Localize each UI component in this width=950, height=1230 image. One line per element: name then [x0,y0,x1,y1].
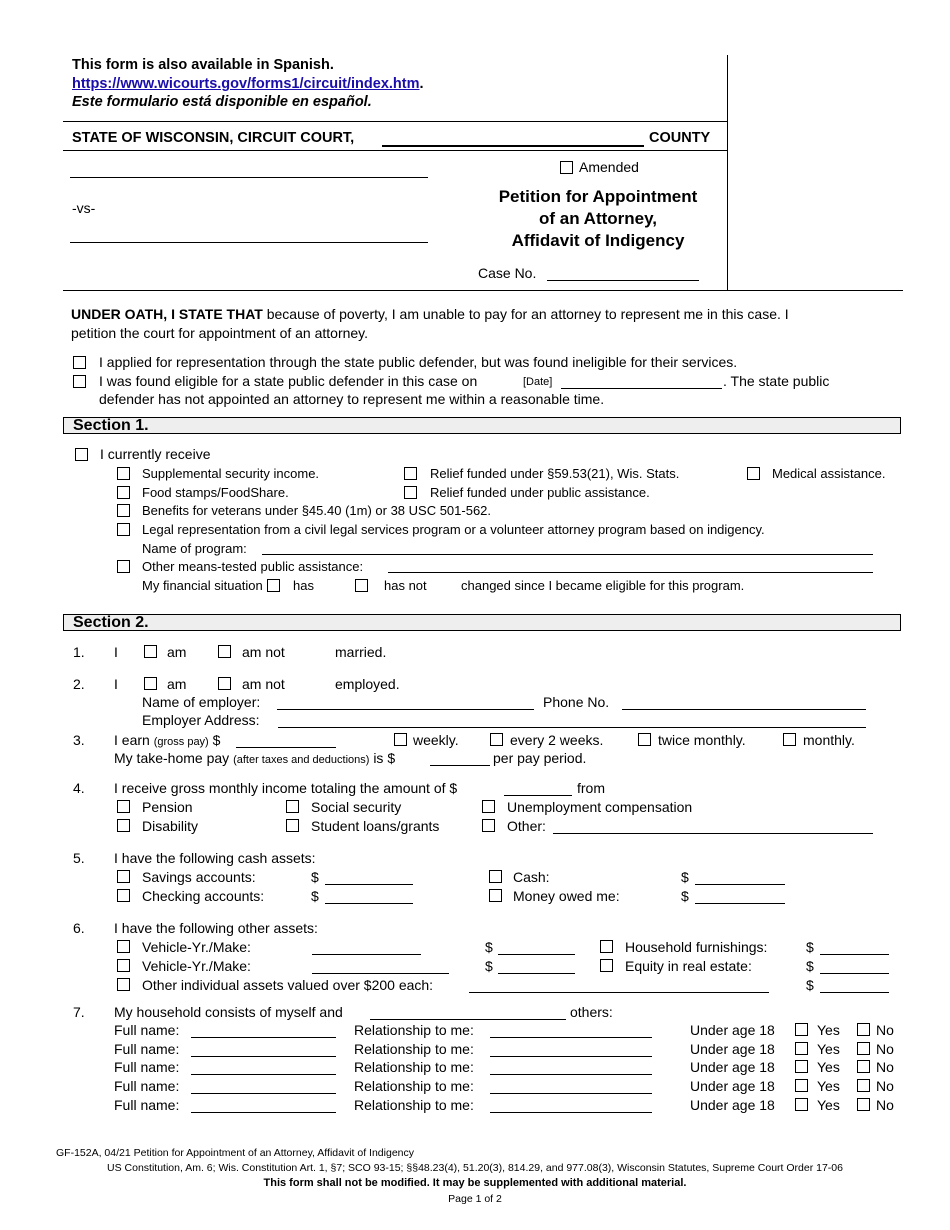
relief-5953-label: Relief funded under §59.53(21), Wis. Stats. [430,466,680,481]
married-am-not-checkbox[interactable] [218,645,231,658]
full-name-field[interactable] [191,1112,336,1113]
other-individual-dollar: $ [806,977,814,993]
relationship-label: Relationship to me: [354,1041,474,1057]
vehicle1-field[interactable] [312,954,421,955]
gross-pay-hint: (gross pay) [153,736,209,748]
relationship-field[interactable] [490,1074,652,1075]
earn-amount-field[interactable] [236,747,336,748]
other-means-label: Other means-tested public assistance: [142,559,364,574]
under18-yes-label: Yes [817,1059,840,1075]
cash-field[interactable] [695,884,785,885]
pension-label: Pension [142,799,193,815]
financial-situation-label: My financial situation [142,578,263,593]
ineligible-checkbox[interactable] [73,356,86,369]
relief-public-label: Relief funded under public assistance. [430,485,650,500]
item1-number: 1. [73,644,85,660]
married-label: married. [335,644,387,660]
money-owed-field[interactable] [695,903,785,904]
cash-label: Cash: [513,869,550,885]
earn-row [114,732,220,748]
monthly-label: monthly. [803,732,855,748]
relationship-label: Relationship to me: [354,1078,474,1094]
unemployment-checkbox[interactable] [482,800,495,813]
cash-checkbox[interactable] [489,870,502,883]
under18-yes-checkbox[interactable] [795,1042,808,1055]
item3-number: 3. [73,732,85,748]
relationship-label: Relationship to me: [354,1022,474,1038]
full-name-label: Full name: [114,1078,180,1094]
vehicle1-label: Vehicle-Yr./Make: [142,939,251,955]
other-means-field[interactable] [388,572,873,573]
currently-receive-checkbox[interactable] [75,448,88,461]
relief-5953-checkbox[interactable] [404,467,417,480]
vs-label: -vs- [72,200,96,216]
header-bottom-rule [63,290,903,291]
item2-i: I [114,676,118,692]
eligible-date-hint: [Date] [523,376,553,388]
student-loans-checkbox[interactable] [286,819,299,832]
under18-no-checkbox[interactable] [857,1023,870,1036]
money-owed-dollar: $ [681,888,689,904]
court-label: STATE OF WISCONSIN, CIRCUIT COURT, [72,130,355,146]
item5-number: 5. [73,850,85,866]
checking-label: Checking accounts: [142,888,265,904]
item7-number: 7. [73,1004,85,1020]
under18-yes-checkbox[interactable] [795,1060,808,1073]
under18-yes-label: Yes [817,1078,840,1094]
footer-statutes: US Constitution, Am. 6; Wis. Constitution Art. 1, §7; SCO 93-15; §§48.23(4), 51.20(3), 814.29, and 977.08(3), Wisconsin Statutes, Supreme Court Order 17-06 [107,1162,843,1174]
under18-no-label: No [876,1097,894,1113]
savings-dollar: $ [311,869,319,885]
checking-dollar: $ [311,888,319,904]
household-label: My household consists of myself and [114,1004,343,1020]
every2-checkbox[interactable] [490,733,503,746]
income-other-checkbox[interactable] [482,819,495,832]
pension-checkbox[interactable] [117,800,130,813]
under18-no-label: No [876,1078,894,1094]
url-period: . [419,76,424,92]
section2-header: Section 2. [63,614,901,631]
employed-am-not-label: am not [242,676,285,692]
under18-no-checkbox[interactable] [857,1079,870,1092]
other-means-checkbox[interactable] [117,560,130,573]
gross-monthly-label: I receive gross monthly income totaling the amount of $ [114,780,458,796]
per-period-label: per pay period. [493,750,587,766]
relationship-label: Relationship to me: [354,1097,474,1113]
vehicle2-checkbox[interactable] [117,959,130,972]
social-security-label: Social security [311,799,402,815]
under18-no-checkbox[interactable] [857,1042,870,1055]
under18-label: Under age 18 [690,1022,775,1038]
relationship-field[interactable] [490,1037,652,1038]
employed-am-not-checkbox[interactable] [218,677,231,690]
spanish-forms-link[interactable]: https://www.wicourts.gov/forms1/circuit/index.htm [72,76,420,92]
employer-address-field[interactable] [278,727,866,728]
ssi-checkbox[interactable] [117,467,130,480]
social-security-checkbox[interactable] [286,800,299,813]
full-name-field[interactable] [191,1093,336,1094]
spanish-text: Este formulario está disponible en español. [72,94,372,110]
county-label: COUNTY [649,130,711,146]
relationship-field[interactable] [490,1056,652,1057]
student-loans-label: Student loans/grants [311,818,440,834]
under18-yes-label: Yes [817,1041,840,1057]
header-divider-2 [63,150,727,151]
savings-checkbox[interactable] [117,870,130,883]
take-home-field[interactable] [430,765,490,766]
married-am-not-label: am not [242,644,285,660]
under18-label: Under age 18 [690,1078,775,1094]
medical-label: Medical assistance. [772,466,886,481]
item6-number: 6. [73,920,85,936]
legal-rep-label: Legal representation from a civil legal services program or a volunteer attorney program based on indigency. [142,522,765,537]
under18-label: Under age 18 [690,1059,775,1075]
footer-no-modify: This form shall not be modified. It may be supplemented with additional material. [263,1177,687,1189]
other-assets-label: I have the following other assets: [114,920,318,936]
under18-yes-checkbox[interactable] [795,1079,808,1092]
program-name-label: Name of program: [142,541,247,556]
equity-field[interactable] [820,973,889,974]
savings-label: Savings accounts: [142,869,256,885]
food-stamps-label: Food stamps/FoodShare. [142,485,289,500]
under18-no-checkbox[interactable] [857,1060,870,1073]
earn-dollar: $ [212,732,221,748]
other-individual-value-field[interactable] [820,992,889,993]
unemployment-label: Unemployment compensation [507,799,693,815]
has-label: has [293,578,314,593]
twice-monthly-checkbox[interactable] [638,733,651,746]
under18-yes-label: Yes [817,1097,840,1113]
other-individual-field[interactable] [469,992,769,993]
spanish-notice: This form is also available in Spanish. [72,57,334,73]
take-home-row [114,750,395,766]
case-no-field[interactable] [547,280,699,281]
oath-line1 [71,306,789,322]
household-furn-dollar: $ [806,939,814,955]
under18-no-label: No [876,1022,894,1038]
plaintiff-field[interactable] [70,177,428,178]
money-owed-label: Money owed me: [513,888,620,904]
vehicle2-field[interactable] [312,973,449,974]
phone-field[interactable] [622,709,866,710]
relationship-label: Relationship to me: [354,1059,474,1075]
eligible-label-a: I was found eligible for a state public defender in this case on [99,373,478,389]
footer-page-number: Page 1 of 2 [448,1193,502,1205]
full-name-label: Full name: [114,1041,180,1057]
item4-number: 4. [73,780,85,796]
under18-no-label: No [876,1059,894,1075]
medical-checkbox[interactable] [747,467,760,480]
employed-am-label: am [167,676,187,692]
other-individual-label: Other individual assets valued over $200 each: [142,977,434,993]
currently-receive-label: I currently receive [100,446,211,462]
employed-am-checkbox[interactable] [144,677,157,690]
after-tax-hint: (after taxes and deductions) [233,754,370,766]
header-right-border [727,55,728,291]
defendant-field[interactable] [70,242,428,243]
amended-label: Amended [579,159,639,175]
eligible-label-line2: defender has not appointed an attorney to represent me within a reasonable time. [99,391,605,407]
household-furn-label: Household furnishings: [625,939,768,955]
equity-checkbox[interactable] [600,959,613,972]
weekly-label: weekly. [413,732,459,748]
ineligible-label: I applied for representation through the state public defender, but was found ineligible for their services. [99,354,738,370]
eligible-date-field[interactable] [561,388,722,389]
disability-checkbox[interactable] [117,819,130,832]
has-checkbox[interactable] [267,579,280,592]
oath-rest: because of poverty, I am unable to pay for an attorney to represent me in this case. I [262,306,789,322]
under18-no-label: No [876,1041,894,1057]
under18-label: Under age 18 [690,1041,775,1057]
married-am-checkbox[interactable] [144,645,157,658]
full-name-field[interactable] [191,1074,336,1075]
cash-assets-label: I have the following cash assets: [114,850,316,866]
gross-monthly-field[interactable] [504,795,572,796]
item2-number: 2. [73,676,85,692]
equity-dollar: $ [806,958,814,974]
oath-line2: petition the court for appointment of an attorney. [71,325,369,341]
take-home-is: is $ [373,750,396,766]
phone-label: Phone No. [543,694,610,710]
under18-label: Under age 18 [690,1097,775,1113]
veterans-checkbox[interactable] [117,504,130,517]
relief-public-checkbox[interactable] [404,486,417,499]
full-name-label: Full name: [114,1022,180,1038]
disability-label: Disability [142,818,199,834]
cash-dollar: $ [681,869,689,885]
others-label: others: [570,1004,613,1020]
vehicle2-value-field[interactable] [498,973,575,974]
under18-yes-checkbox[interactable] [795,1098,808,1111]
vehicle1-checkbox[interactable] [117,940,130,953]
form-title-line2: of an Attorney, [538,209,658,228]
program-name-field[interactable] [262,554,873,555]
oath-bold: UNDER OATH, I STATE THAT [71,306,263,322]
weekly-checkbox[interactable] [394,733,407,746]
form-title-line3: Affidavit of Indigency [511,231,685,250]
form-title-line1: Petition for Appointment [498,187,698,206]
veterans-label: Benefits for veterans under §45.40 (1m) or 38 USC 501-562. [142,503,492,518]
amended-checkbox[interactable] [560,161,573,174]
full-name-label: Full name: [114,1059,180,1075]
every2-label: every 2 weeks. [510,732,604,748]
full-name-field[interactable] [191,1056,336,1057]
under18-yes-label: Yes [817,1022,840,1038]
employer-name-field[interactable] [277,709,534,710]
food-stamps-checkbox[interactable] [117,486,130,499]
has-not-label: has not [384,578,427,593]
legal-rep-checkbox[interactable] [117,523,130,536]
from-label: from [577,780,605,796]
full-name-label: Full name: [114,1097,180,1113]
under18-yes-checkbox[interactable] [795,1023,808,1036]
employer-address-label: Employer Address: [142,712,260,728]
case-no-label: Case No. [478,265,537,281]
married-am-label: am [167,644,187,660]
household-furn-field[interactable] [820,954,889,955]
eligible-checkbox[interactable] [73,375,86,388]
changed-label: changed since I became eligible for this program. [461,578,745,593]
full-name-field[interactable] [191,1037,336,1038]
header-divider-1 [63,121,727,122]
relationship-field[interactable] [490,1112,652,1113]
income-other-label: Other: [507,818,546,834]
other-individual-checkbox[interactable] [117,978,130,991]
ssi-label: Supplemental security income. [142,466,320,481]
item1-i: I [114,644,118,660]
checking-checkbox[interactable] [117,889,130,902]
under18-no-checkbox[interactable] [857,1098,870,1111]
vehicle2-label: Vehicle-Yr./Make: [142,958,251,974]
earn-label: I earn [114,732,150,748]
vehicle2-dollar: $ [485,958,493,974]
monthly-checkbox[interactable] [783,733,796,746]
twice-monthly-label: twice monthly. [658,732,746,748]
vehicle1-value-field[interactable] [498,954,575,955]
vehicle1-dollar: $ [485,939,493,955]
spanish-link-row [72,76,424,92]
household-furn-checkbox[interactable] [600,940,613,953]
income-other-field[interactable] [553,833,873,834]
employer-name-label: Name of employer: [142,694,261,710]
money-owed-checkbox[interactable] [489,889,502,902]
section1-header: Section 1. [63,417,901,434]
relationship-field[interactable] [490,1093,652,1094]
savings-field[interactable] [325,884,413,885]
equity-label: Equity in real estate: [625,958,752,974]
household-count-field[interactable] [370,1019,566,1020]
employed-label: employed. [335,676,400,692]
county-field[interactable] [382,145,644,147]
footer-form-id: GF-152A, 04/21 Petition for Appointment of an Attorney, Affidavit of Indigency [56,1147,414,1159]
take-home-label: My take-home pay [114,750,230,766]
has-not-checkbox[interactable] [355,579,368,592]
eligible-label-b: . The state public [723,373,830,389]
checking-field[interactable] [325,903,413,904]
